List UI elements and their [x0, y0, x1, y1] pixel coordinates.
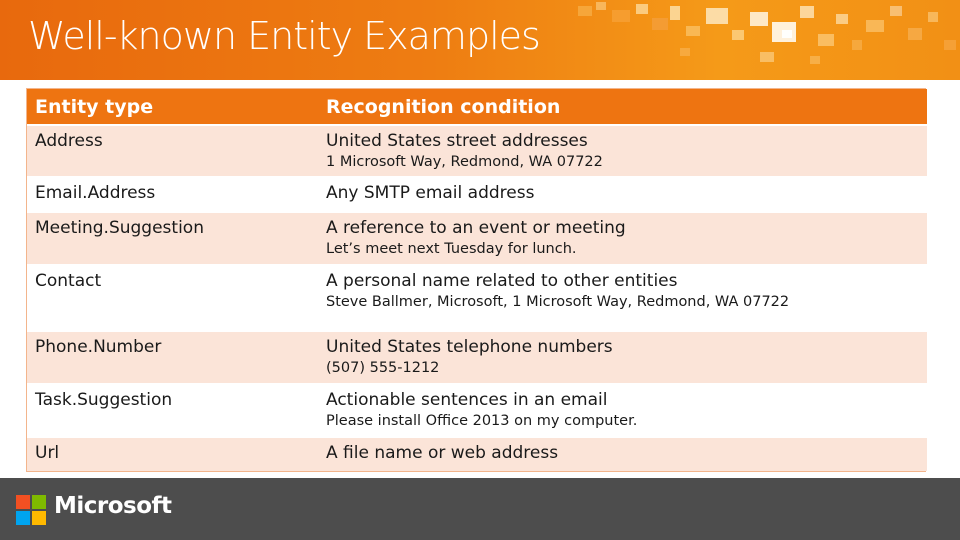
entity-type-label: Address [35, 131, 103, 151]
table-row [27, 437, 927, 471]
condition-cell [318, 437, 927, 471]
entity-type-label: Email.Address [35, 183, 156, 203]
condition-cell [318, 331, 927, 384]
brand-name: Microsoft [54, 493, 172, 519]
condition-cell [318, 384, 927, 437]
entity-type-label: Url [35, 443, 60, 463]
logo-square-red [16, 495, 30, 509]
column-header-recognition-condition: Recognition condition [318, 89, 927, 125]
example-text: (507) 555-1212 [326, 360, 440, 376]
entity-type-label: Task.Suggestion [35, 390, 173, 410]
logo-square-yellow [32, 511, 46, 525]
entity-type-cell [27, 331, 318, 384]
entity-table [26, 88, 926, 472]
condition-text: A reference to an event or meeting [326, 218, 626, 238]
entity-type-label: Contact [35, 271, 102, 291]
condition-text: A file name or web address [326, 443, 559, 463]
condition-text: Any SMTP email address [326, 183, 535, 203]
condition-cell [318, 177, 927, 212]
condition-text: A personal name related to other entities [326, 271, 678, 291]
entity-type-label: Meeting.Suggestion [35, 218, 204, 238]
example-text: Let’s meet next Tuesday for lunch. [326, 241, 577, 257]
decorative-pixel-pattern [560, 0, 960, 80]
logo-square-green [32, 495, 46, 509]
table-row [27, 125, 927, 177]
table-header-row [27, 89, 927, 125]
column-header-entity-type: Entity type [27, 89, 318, 125]
entity-type-cell [27, 125, 318, 177]
condition-cell [318, 125, 927, 177]
condition-text: Actionable sentences in an email [326, 390, 608, 410]
entity-type-cell [27, 177, 318, 212]
entity-type-label: Phone.Number [35, 337, 162, 357]
table-row [27, 331, 927, 384]
table-row [27, 212, 927, 265]
condition-cell [318, 265, 927, 331]
table-row [27, 384, 927, 437]
example-text: 1 Microsoft Way, Redmond, WA 07722 [326, 154, 603, 170]
table-row [27, 177, 927, 212]
condition-text: United States street addresses [326, 131, 588, 151]
entity-type-cell [27, 437, 318, 471]
footer-bar [0, 478, 960, 540]
example-text: Steve Ballmer, Microsoft, 1 Microsoft Way, Redmond, WA 07722 [326, 294, 790, 310]
microsoft-logo-icon [16, 495, 46, 525]
entity-type-cell [27, 212, 318, 265]
example-text: Please install Office 2013 on my computer. [326, 413, 638, 429]
slide-title: Well-known Entity Examples [28, 14, 540, 58]
title-banner [0, 0, 960, 80]
logo-square-blue [16, 511, 30, 525]
condition-text: United States telephone numbers [326, 337, 613, 357]
entity-type-cell [27, 384, 318, 437]
table-row [27, 265, 927, 331]
entity-type-cell [27, 265, 318, 331]
condition-cell [318, 212, 927, 265]
